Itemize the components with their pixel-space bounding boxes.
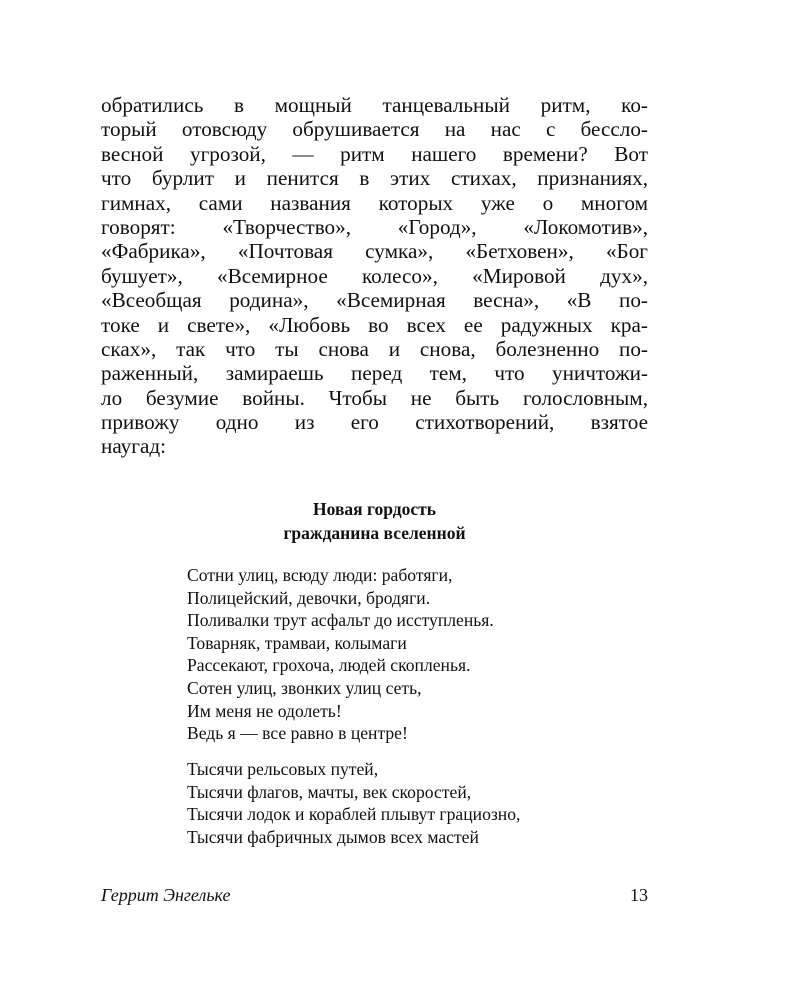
poem-stanza-2	[187, 758, 647, 848]
text-line: бушует», «Всемирное колесо», «Мировой дух»,	[101, 263, 648, 288]
text-line: что бурлит и пенится в этих стихах, признаниях,	[101, 166, 648, 191]
text-line: сках», так что ты снова и снова, болезненно по-	[101, 336, 648, 361]
text-line: говорят: «Творчество», «Город», «Локомотив»,	[101, 214, 648, 239]
verse-line: Рассекают, грохоча, людей скопленья.	[187, 655, 471, 676]
text-line: привожу одно из его стихотворений, взятое	[101, 410, 648, 435]
text-line: «Всеобщая родина», «Всемирная весна», «В по-	[101, 288, 648, 313]
poem-title-line: гражданина вселенной	[283, 523, 466, 543]
verse-line: Тысячи флагов, мачты, век скоростей,	[187, 781, 472, 802]
text-line: наугад:	[101, 434, 167, 459]
text-line: весной угрозой, — ритм нашего времени? Вот	[101, 141, 648, 166]
verse-line: Ведь я — все равно в центре!	[187, 723, 408, 744]
text-line: торый отовсюду обрушивается на нас с бессло-	[101, 117, 648, 142]
body-text	[101, 93, 648, 459]
verse-line: Сотен улиц, звонких улиц сеть,	[187, 677, 422, 698]
text-line: токе и свете», «Любовь во всех ее радужных кра-	[101, 312, 648, 337]
verse-line: Сотни улиц, всюду люди: работяги,	[187, 565, 453, 585]
page-number: 13	[630, 885, 648, 905]
verse-line: Полицейский, девочки, бродяги.	[187, 587, 431, 608]
verse-line: Им меня не одолеть!	[187, 700, 342, 721]
text-line: раженный, замираешь перед тем, что уничтожи-	[101, 361, 648, 386]
verse-line: Товарняк, трамваи, колымаги	[187, 632, 407, 653]
text-line: гимнах, сами названия которых уже о многом	[101, 190, 648, 215]
poem-stanza-1	[187, 564, 647, 745]
text-line: ло безумие войны. Чтобы не быть голословным,	[101, 385, 648, 410]
verse-line: Тысячи рельсовых путей,	[187, 759, 379, 779]
poem-title-line: Новая гордость	[313, 499, 436, 519]
verse-line: Поливалки трут асфальт до исступленья.	[187, 610, 494, 631]
verse-line: Тысячи лодок и кораблей плывут грациозно,	[187, 804, 521, 825]
poem-title	[101, 497, 648, 545]
running-footer-author: Геррит Энгельке	[101, 885, 231, 905]
verse-line: Тысячи фабричных дымов всех мастей	[187, 826, 479, 847]
text-line: обратились в мощный танцевальный ритм, ко-	[101, 93, 648, 117]
text-line: «Фабрика», «Почтовая сумка», «Бетховен», «Бог	[101, 239, 648, 264]
